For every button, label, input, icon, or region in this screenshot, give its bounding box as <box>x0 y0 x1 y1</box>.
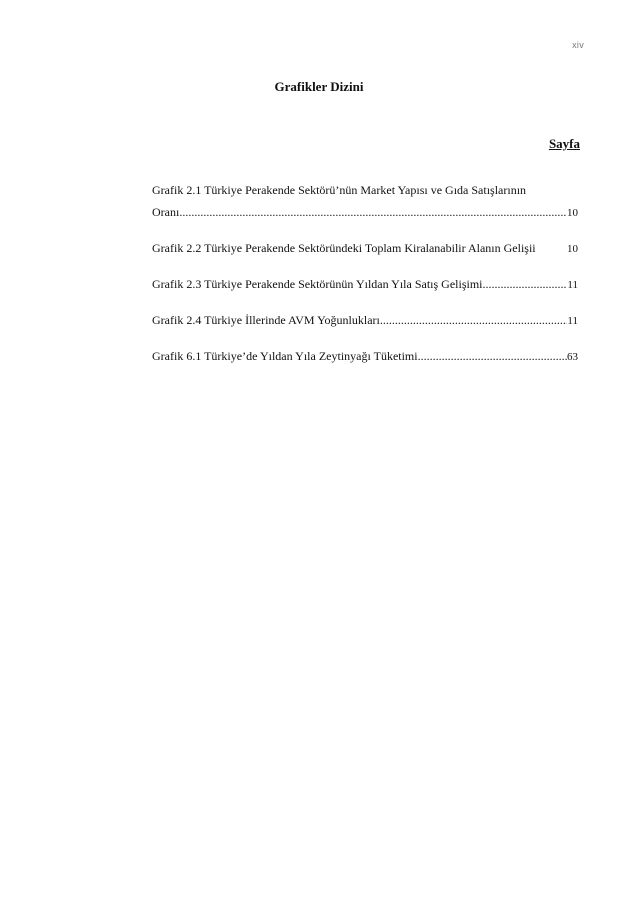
entry-label: Grafik 6.1 Türkiye’de Yıldan Yıla Zeytinyağı Tüketimi <box>152 349 418 363</box>
entry-line <box>152 237 578 260</box>
page-number: xiv <box>572 40 584 50</box>
entry-first-line <box>152 179 578 201</box>
list-item[interactable] <box>152 345 578 368</box>
dot-leader <box>483 273 568 295</box>
entry-page-number: 63 <box>567 351 578 363</box>
list-item[interactable] <box>152 237 578 260</box>
entry-label-line1: Grafik 2.1 Türkiye Perakende Sektörü’nün Market Yapısı ve Gıda Satışlarının <box>152 183 527 197</box>
dot-leader <box>418 345 567 367</box>
dot-leader <box>380 309 568 331</box>
entry-page-number: 11 <box>567 315 578 327</box>
entry-page-number: 10 <box>567 207 578 219</box>
entry-page-number: 11 <box>567 279 578 291</box>
entry-line <box>152 273 578 296</box>
entry-second-line <box>152 201 578 224</box>
entry-label: Grafik 2.2 Türkiye Perakende Sektöründeki Toplam Kiralanabilir Alanın Gelişii <box>152 241 536 255</box>
entry-line <box>152 345 578 368</box>
list-item[interactable] <box>152 273 578 296</box>
entry-line <box>152 309 578 332</box>
entry-page-number: 10 <box>567 243 578 255</box>
entry-label: Grafik 2.4 Türkiye İllerinde AVM Yoğunlukları <box>152 313 380 327</box>
list-item[interactable] <box>152 179 578 224</box>
entry-label: Oranı <box>152 205 180 219</box>
list-item[interactable] <box>152 309 578 332</box>
page-column-header: Sayfa <box>548 136 580 151</box>
entry-label: Grafik 2.3 Türkiye Perakende Sektörünün Yıldan Yıla Satış Gelişimi <box>152 277 483 291</box>
dot-leader <box>179 201 567 223</box>
figure-list <box>152 179 578 381</box>
page-title: Grafikler Dizini <box>274 79 364 94</box>
